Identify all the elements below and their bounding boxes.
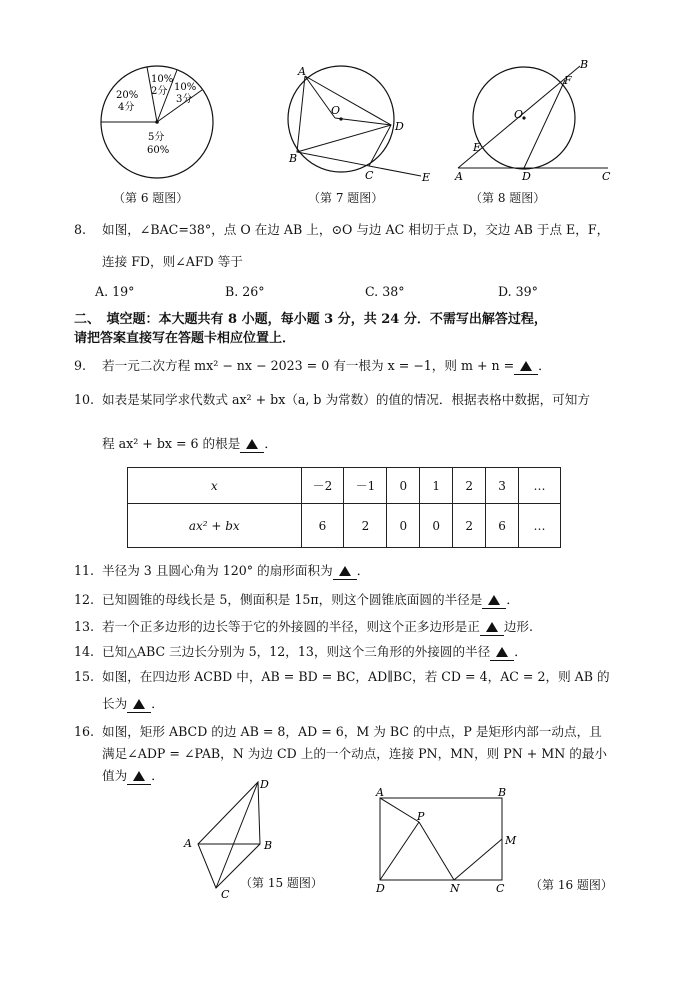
pie-label-60pct: 60% [147, 145, 170, 156]
figure-7-diagram [285, 62, 433, 184]
question-16-line1 [74, 724, 602, 740]
question-16-end: ． [151, 768, 164, 783]
table-header-cell: … [519, 468, 561, 504]
triangle-icon [133, 699, 145, 709]
answer-blank [333, 563, 357, 580]
fig8-label-F: F [564, 74, 572, 87]
question-16-text: 如图，矩形 ABCD 的边 AB = 8，AD = 6，M 为 BC 的中点，P 是矩形内部一动点，且 [102, 724, 602, 739]
figure-8-caption: （第 8 题图） [470, 191, 546, 205]
fig7-label-O: O [331, 104, 341, 117]
table-header-cell: －2 [301, 468, 344, 504]
triangle-icon [339, 566, 351, 576]
fig16-label-P: P [417, 810, 425, 823]
pie-label-4fen: 4分 [118, 102, 135, 113]
triangle-icon [486, 622, 498, 632]
question-8-text: 如图，∠BAC=38°，点 O 在边 AB 上，⊙O 与边 AC 相切于点 D，交边 AB 于点 E，F， [102, 222, 610, 237]
pie-label-20pct: 20% [116, 90, 139, 101]
pie-label-2fen: 2分 [151, 86, 168, 97]
question-15-line1 [74, 669, 610, 685]
table-cell: 2 [344, 504, 387, 548]
question-10-text2: 程 ax² + bx = 6 的根是 [102, 436, 241, 451]
triangle-icon [520, 361, 532, 371]
question-14-text: 已知△ABC 三边长分别为 5，12，13，则这个三角形的外接圆的半径 [102, 644, 491, 659]
answer-blank [482, 592, 506, 609]
question-15-number: 15. [74, 669, 95, 684]
answer-blank [514, 358, 538, 375]
question-10-number: 10. [74, 392, 95, 407]
question-10-text: 如表是某同学求代数式 ax² + bx（a, b 为常数）的值的情况．根据表格中数据，可知方 [102, 392, 590, 407]
question-16-text3: 值为 [102, 768, 128, 783]
fig8-label-D: D [522, 170, 531, 183]
question-15-end: ． [151, 696, 164, 711]
table-row [128, 504, 561, 548]
question-16-line2: 满足∠ADP = ∠PAB，N 为边 CD 上的一个动点，连接 PN，MN，则 PN + MN 的最小 [102, 746, 608, 761]
question-11-end: ． [356, 563, 370, 578]
question-15-text: 如图，在四边形 ACBD 中，AB = BD = BC，AD∥BC，若 CD = 4，AC = 2，则 AB 的 [102, 669, 610, 684]
question-16-line3 [102, 768, 164, 785]
fig7-label-E: E [422, 171, 431, 184]
question-16-number: 16. [74, 724, 95, 739]
question-8-line2: 连接 FD，则∠AFD 等于 [102, 254, 243, 269]
figure-6-pie-chart [92, 62, 222, 184]
pie-label-10pct-2: 10% [151, 74, 174, 85]
fig15-label-B: B [264, 839, 273, 852]
question-8-option-b: B. 26° [225, 284, 265, 299]
table-header-cell: －1 [344, 468, 387, 504]
fig8-label-A: A [455, 170, 463, 183]
question-12-text: 已知圆锥的母线长是 5，侧面积是 15π，则这个圆锥底面圆的半径是 [102, 592, 483, 607]
table-header-cell: x [128, 468, 302, 504]
table-cell: 0 [387, 504, 420, 548]
answer-blank [480, 619, 504, 636]
table-cell: 0 [420, 504, 453, 548]
question-13 [74, 619, 533, 636]
question-10-line2 [102, 436, 277, 453]
question-9-end: ． [538, 358, 551, 373]
triangle-icon [488, 595, 500, 605]
table-header-cell: 1 [420, 468, 453, 504]
question-15-text2: 长为 [102, 696, 128, 711]
triangle-icon [133, 771, 145, 781]
question-11 [74, 563, 369, 580]
table-cell: ax² + bx [128, 504, 302, 548]
figure-6-caption: （第 6 题图） [113, 191, 189, 205]
fig16-label-B: B [498, 786, 507, 799]
question-8-option-a: A. 19° [95, 284, 135, 299]
question-14 [74, 644, 527, 661]
question-12-number: 12. [74, 592, 95, 607]
fig7-label-C: C [365, 169, 374, 182]
fig16-label-N: N [450, 882, 460, 894]
answer-blank [127, 768, 151, 785]
pie-label-10pct-3: 10% [174, 82, 197, 93]
pie-label-5fen: 5分 [148, 132, 165, 143]
pie-label-3fen: 3分 [176, 94, 193, 105]
figure-7-caption: （第 7 题图） [308, 191, 384, 205]
question-10-table [127, 467, 561, 548]
section-2-heading-line1: 二、 填空题：本大题共有 8 小题，每小题 3 分，共 24 分．不需写出解答过程， [74, 312, 547, 327]
answer-blank [127, 696, 151, 713]
question-11-number: 11. [74, 563, 95, 578]
question-12 [74, 592, 519, 609]
fig8-label-B: B [580, 58, 589, 71]
answer-blank [490, 644, 514, 661]
table-header-cell: 0 [387, 468, 420, 504]
question-13-text: 若一个正多边形的边长等于它的外接圆的半径，则这个正多边形是正 [102, 619, 480, 634]
question-9 [74, 358, 551, 375]
figure-15-caption: （第 15 题图） [240, 876, 323, 890]
table-header-cell: 3 [486, 468, 519, 504]
table-cell: 6 [301, 504, 344, 548]
question-13-end: 边形. [503, 619, 534, 634]
triangle-icon [496, 647, 508, 657]
fig15-label-A: A [184, 837, 192, 850]
question-10-end: ． [264, 436, 277, 451]
section-2-heading-line2: 请把答案直接写在答题卡相应位置上． [74, 331, 296, 346]
table-cell: … [519, 504, 561, 548]
fig8-label-E: E [473, 141, 482, 154]
question-8-line1 [74, 222, 609, 238]
figure-16-diagram [370, 784, 520, 894]
triangle-icon [246, 439, 258, 449]
question-14-end: ． [514, 644, 527, 659]
fig16-label-C: C [496, 882, 505, 894]
question-9-text: 若一元二次方程 mx² − nx − 2023 = 0 有一根为 x = −1，则 m + n = [102, 358, 515, 373]
table-row [128, 468, 561, 504]
fig15-label-C: C [221, 888, 230, 901]
fig16-label-M: M [505, 834, 517, 847]
table-header-cell: 2 [453, 468, 486, 504]
question-15-line2 [102, 696, 164, 713]
table-cell: 2 [453, 504, 486, 548]
question-10-line1 [74, 392, 590, 408]
fig16-label-A: A [376, 786, 384, 799]
answer-blank [240, 436, 264, 453]
fig8-label-O: O [514, 108, 524, 121]
question-14-number: 14. [74, 644, 95, 659]
table-cell: 6 [486, 504, 519, 548]
fig15-label-D: D [260, 778, 269, 791]
question-12-end: ． [506, 592, 519, 607]
fig8-label-C: C [602, 170, 611, 183]
figure-16-caption: （第 16 题图） [530, 878, 613, 892]
question-8-number: 8. [74, 222, 87, 237]
fig7-label-D: D [395, 120, 404, 133]
question-11-text: 半径为 3 且圆心角为 120° 的扇形面积为 [102, 563, 333, 578]
question-8-option-d: D. 39° [498, 284, 538, 299]
fig16-label-D: D [376, 882, 385, 894]
fig7-label-A: A [298, 65, 306, 78]
fig7-label-B: B [289, 152, 298, 165]
figure-8-diagram [452, 58, 622, 184]
question-9-number: 9. [74, 358, 87, 373]
question-13-number: 13. [74, 619, 95, 634]
question-8-option-c: C. 38° [365, 284, 405, 299]
